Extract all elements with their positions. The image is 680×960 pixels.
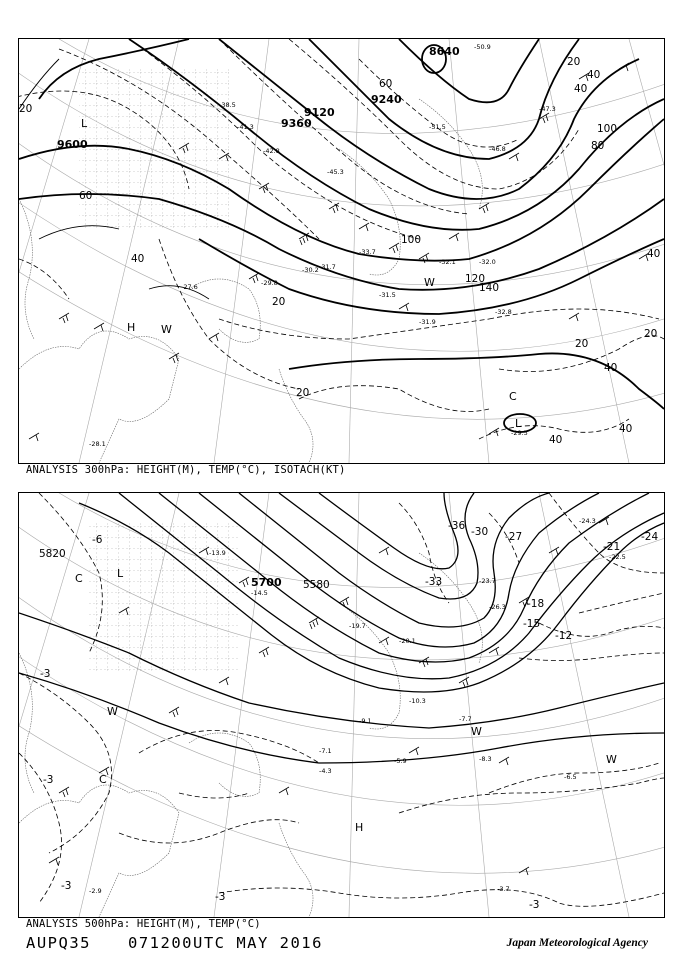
coastline: [19, 553, 482, 917]
temp-value: -10.3: [409, 697, 426, 705]
temp-value: -32.0: [479, 258, 496, 266]
temp-value: -27.6: [181, 283, 198, 291]
temp-value: -9.1: [359, 717, 372, 725]
height-label: 5700: [251, 576, 282, 589]
high-center: H: [127, 321, 136, 334]
isotherm-label: -15: [523, 618, 541, 630]
height-label: 9360: [281, 117, 312, 130]
chart-code: AUPQ35: [26, 934, 91, 952]
cold-center: C: [509, 390, 517, 403]
isotherm-label: -18: [527, 598, 545, 610]
terrain-grid: [79, 69, 229, 229]
chart-datetime: 071200UTC MAY 2016: [128, 934, 323, 952]
temp-value: -45.3: [327, 168, 344, 176]
isotherm-label: -3: [43, 774, 54, 786]
temp-value: -20.1: [399, 637, 416, 645]
isotach-label: 60: [79, 190, 93, 202]
temp-value: -3.7: [497, 885, 510, 893]
temp-value: -46.8: [489, 145, 506, 153]
temp-value: -24.3: [579, 517, 596, 525]
temp-value: -4.3: [319, 767, 332, 775]
map-500hpa: [18, 492, 665, 918]
isotherm-label: -33: [425, 576, 443, 588]
temp-value: -14.5: [251, 589, 268, 597]
isotherm-label: -27: [505, 531, 523, 543]
isotach-label: 100: [597, 123, 618, 135]
isotach-label: 120: [465, 273, 486, 285]
low-center: L: [117, 567, 124, 580]
isotherm-label: -3: [61, 880, 72, 892]
isotach-label: 20: [272, 296, 286, 308]
temp-value: -32.8: [495, 308, 512, 316]
isotherm-label: -36: [448, 520, 466, 532]
isotherm-label: -3: [40, 668, 51, 680]
isotherm-label: -24: [641, 531, 659, 543]
caption-300hpa: ANALYSIS 300hPa: HEIGHT(M), TEMP(°C), ISOTACH(KT): [26, 464, 346, 476]
isotach-label: 40: [619, 423, 633, 435]
isotach-label: 80: [591, 140, 605, 152]
isotherm-label: -3: [529, 899, 540, 911]
height-label: 9240: [371, 93, 402, 106]
height-label: 5580: [303, 579, 330, 591]
low-center: L: [81, 117, 88, 130]
isotach-label: 20: [296, 387, 310, 399]
warm-center: W: [424, 276, 435, 289]
isotach-label: 140: [479, 282, 500, 294]
temp-value: -32.1: [439, 258, 456, 266]
high-center: H: [355, 821, 364, 834]
map-500hpa-svg: [19, 493, 664, 917]
isotach-label: 20: [19, 103, 33, 115]
temp-value: -47.3: [539, 105, 556, 113]
isotach-label: 40: [549, 434, 563, 446]
temp-value: -7.7: [459, 715, 472, 723]
temp-value: -31.7: [319, 263, 336, 271]
isotherm-label: -3: [215, 891, 226, 903]
isotach-label: 100: [401, 234, 422, 246]
map-300hpa-svg: [19, 39, 664, 463]
warm-center: W: [107, 705, 118, 718]
terrain-grid: [89, 523, 239, 673]
map-300hpa: [18, 38, 665, 464]
isotach-label: 60: [379, 78, 393, 90]
temp-value: -31.9: [419, 318, 436, 326]
temp-value: -8.3: [479, 755, 492, 763]
height-label: 9120: [304, 106, 335, 119]
isotach-label: 40: [574, 83, 588, 95]
low-center-circled: L: [515, 417, 522, 430]
temp-value: -28.1: [89, 440, 106, 448]
isotach-label: 20: [567, 56, 581, 68]
temp-value: -5.9: [394, 757, 407, 765]
isotherm-label: -21: [603, 541, 621, 553]
height-label: 5820: [39, 548, 66, 560]
isotach-label: 40: [647, 248, 661, 260]
height-label: 8640: [429, 45, 460, 58]
temp-value: -31.5: [379, 291, 396, 299]
isotach-label: 20: [575, 338, 589, 350]
cold-center: C: [75, 572, 83, 585]
isotach-label: 40: [604, 362, 618, 374]
temp-value: -23.7: [479, 577, 496, 585]
temp-value: -29.8: [261, 279, 278, 287]
warm-center: W: [161, 323, 172, 336]
temp-value: -41.3: [237, 123, 254, 131]
warm-center: W: [606, 753, 617, 766]
isotach-label: 20: [644, 328, 658, 340]
temp-value: -19.7: [349, 622, 366, 630]
temp-value: -42.8: [263, 147, 280, 155]
isotherm-label: -30: [471, 526, 489, 538]
isotherm-label: -12: [555, 630, 573, 642]
temp-value: -26.3: [489, 603, 506, 611]
agency-name: Japan Meteorological Agency: [506, 937, 648, 949]
height-label: 9600: [57, 138, 88, 151]
caption-500hpa: ANALYSIS 500hPa: HEIGHT(M), TEMP(°C): [26, 918, 261, 930]
temp-value: -6.5: [564, 773, 577, 781]
temp-value: -29.5: [511, 429, 528, 437]
isotach-label: 40: [587, 69, 601, 81]
temp-value: -2.9: [89, 887, 102, 895]
temp-value: -51.5: [429, 123, 446, 131]
temp-value: -7.1: [319, 747, 332, 755]
temp-value: -38.5: [219, 101, 236, 109]
temp-value: -30.2: [302, 266, 319, 274]
temp-value: -33.7: [359, 248, 376, 256]
temp-value: -22.5: [609, 553, 626, 561]
warm-center: W: [471, 725, 482, 738]
temp-value: -13.9: [209, 549, 226, 557]
cold-center: C: [99, 773, 107, 786]
isotach-label: 40: [131, 253, 145, 265]
isotherm-label: -6: [92, 534, 103, 546]
temp-value: -50.9: [474, 43, 491, 51]
